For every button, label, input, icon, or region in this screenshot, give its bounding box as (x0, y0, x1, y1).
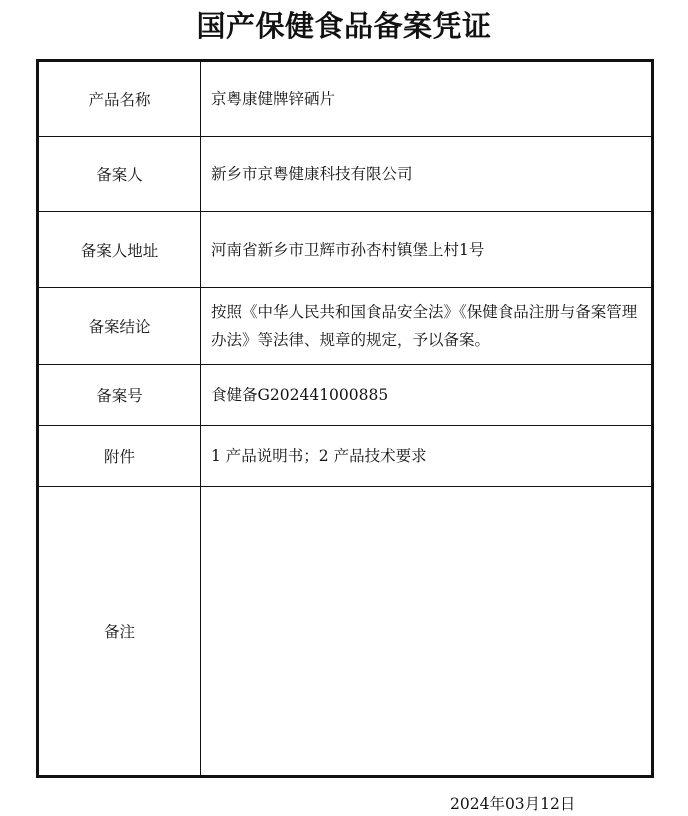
value-filer: 新乡市京粤健康科技有限公司 (201, 137, 653, 212)
label-conclusion: 备案结论 (38, 288, 201, 365)
value-filing-number: 食健备G202441000885 (201, 365, 653, 426)
row-filer (38, 137, 653, 212)
value-remarks (201, 487, 653, 777)
row-filing-number (38, 365, 653, 426)
label-filer: 备案人 (38, 137, 201, 212)
row-conclusion (38, 288, 653, 365)
label-filer-address: 备案人地址 (38, 212, 201, 288)
label-filing-number: 备案号 (38, 365, 201, 426)
issue-date: 2024年03月12日 (450, 795, 576, 813)
value-attachments: 1 产品说明书；2 产品技术要求 (201, 426, 653, 487)
document-title: 国产保健食品备案凭证 (196, 9, 492, 43)
row-product-name (38, 61, 653, 137)
value-product-name: 京粤康健牌锌硒片 (201, 61, 653, 137)
row-remarks (38, 487, 653, 777)
value-conclusion: 按照《中华人民共和国食品安全法》《保健食品注册与备案管理办法》等法律、规章的规定，予以备案。 (201, 288, 653, 365)
label-attachments: 附件 (38, 426, 201, 487)
certificate-table (36, 59, 654, 778)
row-filer-address (38, 212, 653, 288)
label-remarks: 备注 (38, 487, 201, 777)
row-attachments (38, 426, 653, 487)
label-product-name: 产品名称 (38, 61, 201, 137)
value-filer-address: 河南省新乡市卫辉市孙杏村镇堡上村1号 (201, 212, 653, 288)
